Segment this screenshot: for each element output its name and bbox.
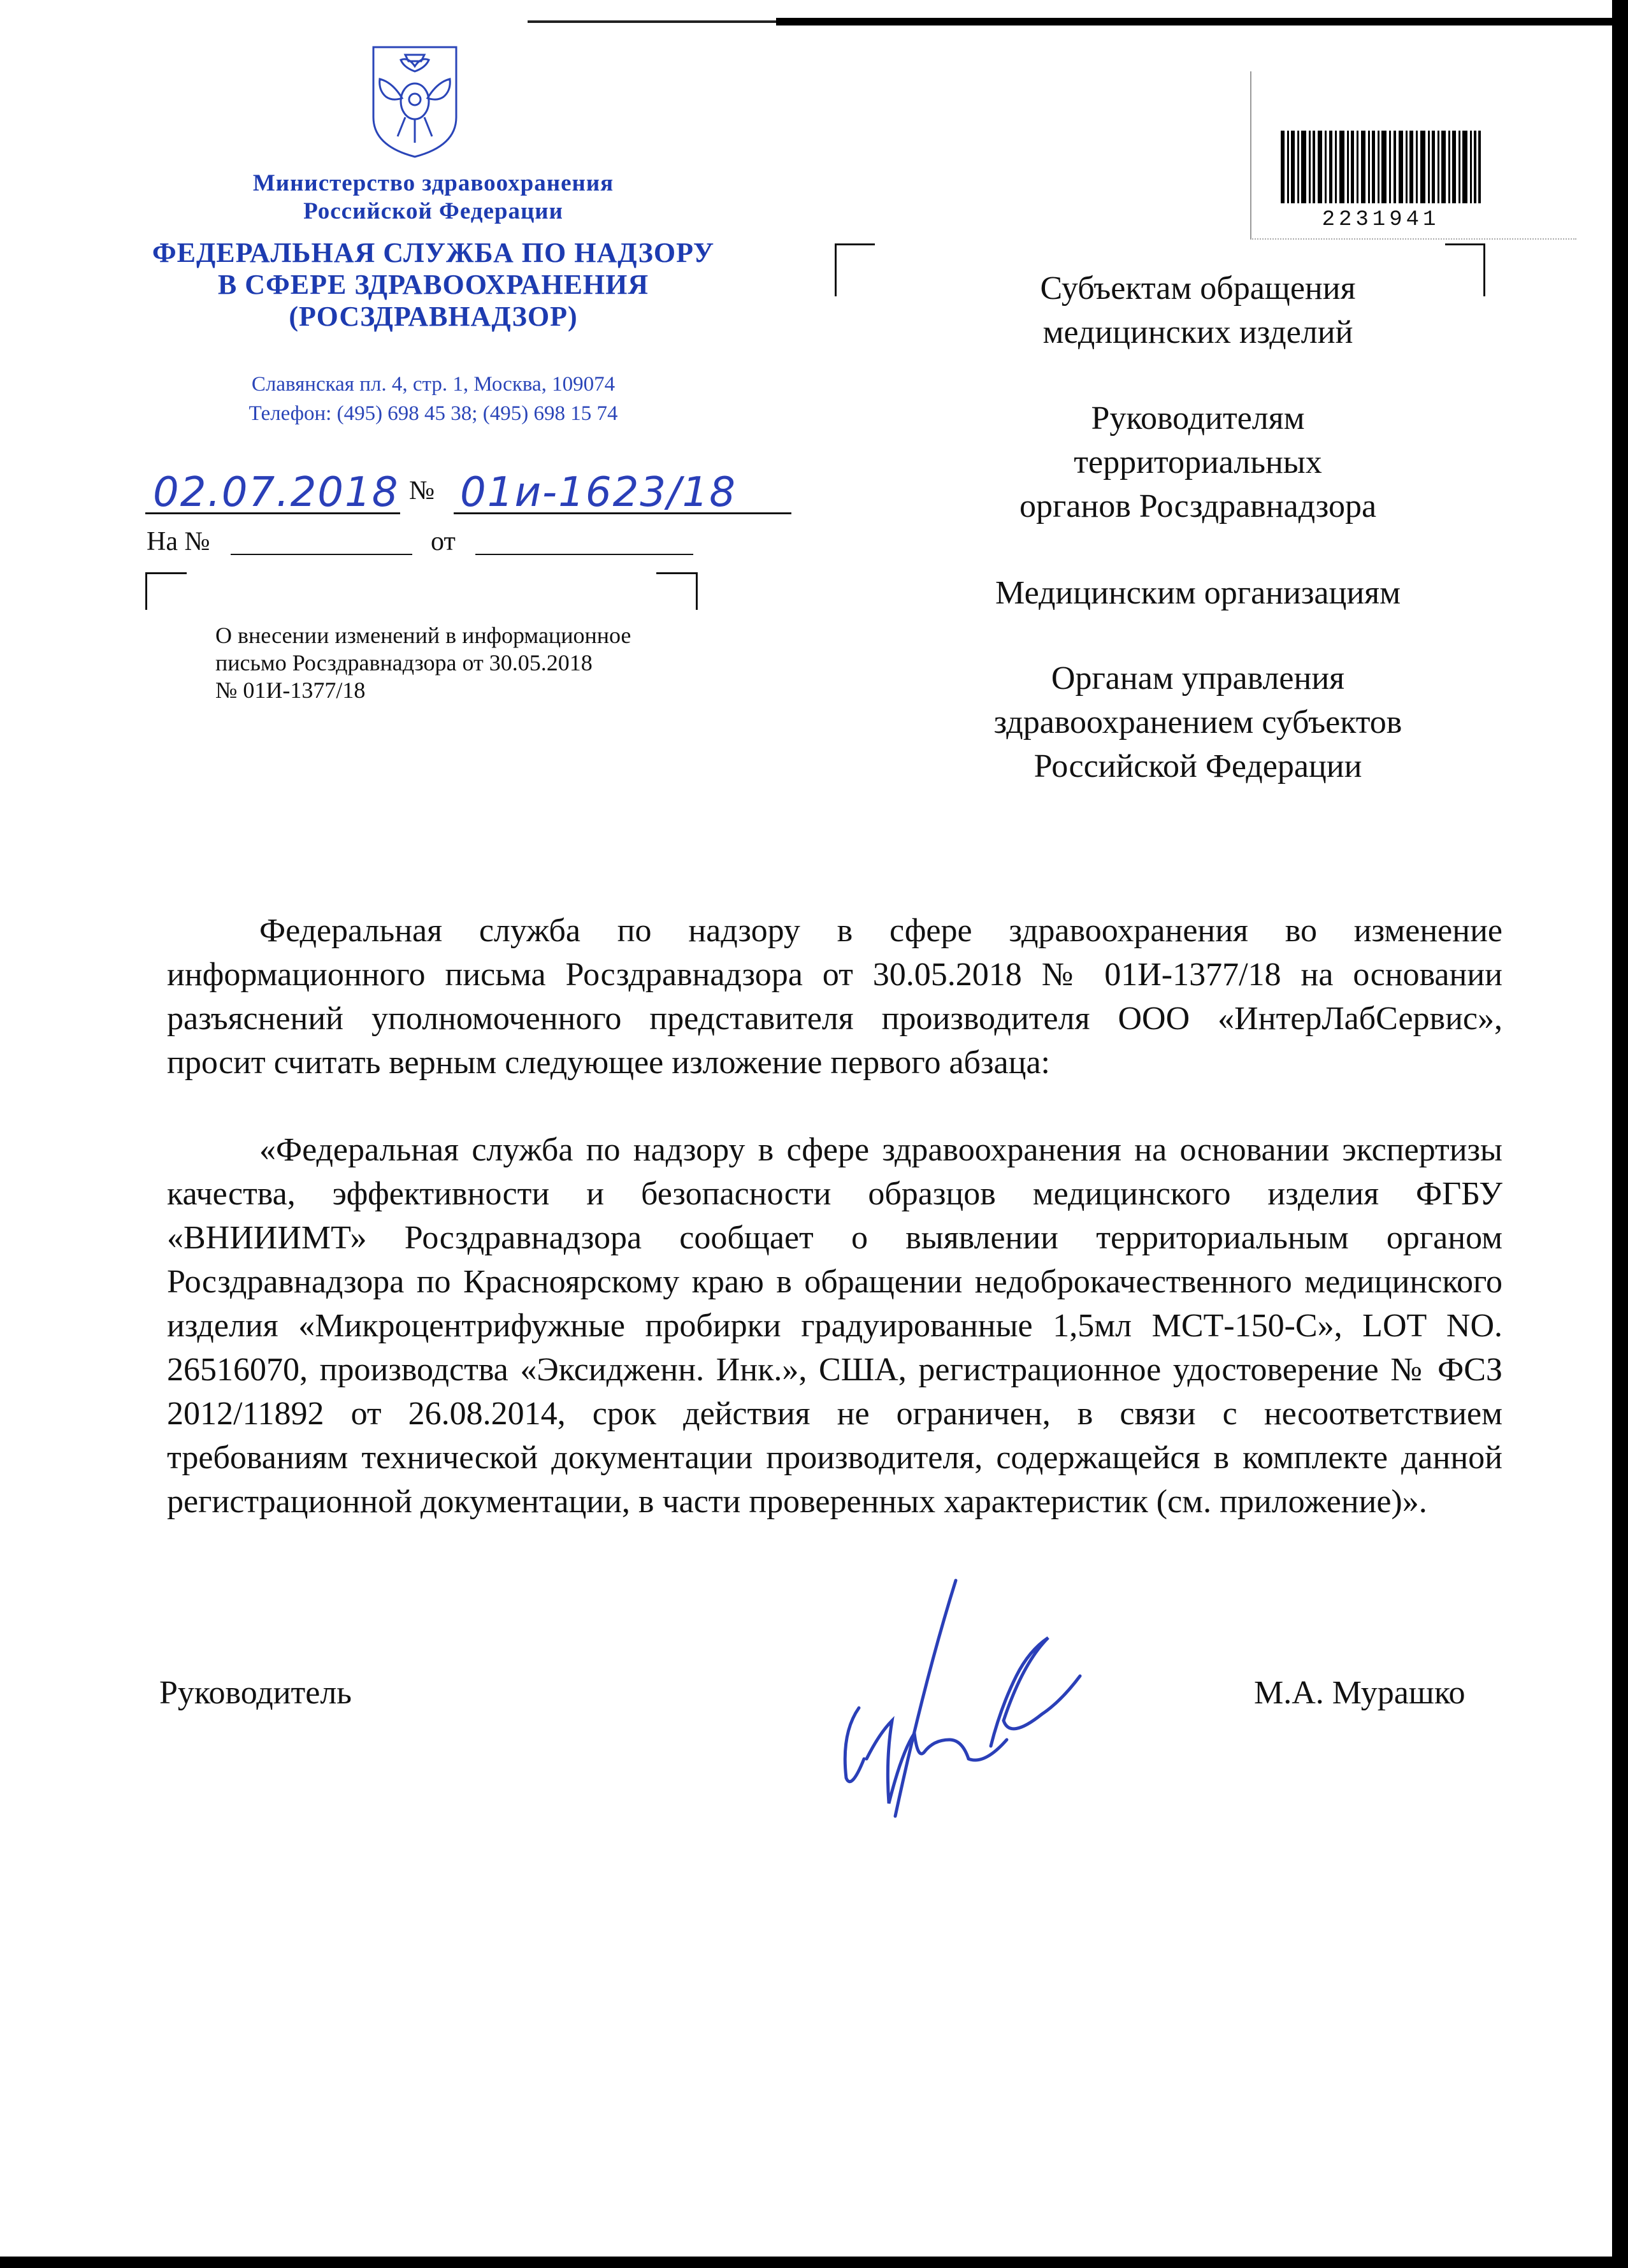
scan-border-bottom bbox=[0, 2257, 1628, 2268]
body-paragraph-1: Федеральная служба по надзору в сфере здравоохранения во изменение информационного письма Росздравнадзора от 30.05.2018 № 01И-1377/18 на основании разъяснений уполномоченного представителя производителя ООО «ИнтерЛабСервис», просит считать верным следующее изложение первого абзаца: bbox=[167, 913, 1502, 1081]
body-paragraph-2: «Федеральная служба по надзору в сфере здравоохранения на основании экспертизы качества, эффективности и безопасности образцов медицинского изделия ФГБУ «ВНИИИМТ» Росздравнадзора сообщает о выявлении территориальным органом Росздравнадзора по Красноярскому краю в обращении недоброкачественного медицинского изделия «Микроцентрифужные пробирки градуированные 1,5мл МСТ-150-С», LOT NO. 26516070, производства «Эксидженн. Инк.», США, регистрационное удостоверение № ФСЗ 2012/11892 от 26.08.2014, срок действия не ограничен, в связи с несоответствием требованиям технической документации производителя, содержащейся в комплекте данной регистрационной документации, в части проверенных характеристик (см. приложение)». bbox=[167, 1132, 1502, 1520]
reply-number-field bbox=[231, 538, 412, 555]
barcode-icon bbox=[1281, 131, 1481, 203]
service-name-line1: ФЕДЕРАЛЬНАЯ СЛУЖБА ПО НАДЗОРУ bbox=[152, 237, 715, 268]
subject-line: № 01И-1377/18 bbox=[215, 677, 366, 703]
signer-role: Руководитель bbox=[159, 1675, 352, 1711]
addressee-line: Органам управления bbox=[1051, 660, 1345, 697]
letter-subject bbox=[215, 622, 700, 704]
addressee-line: Российской Федерации bbox=[1034, 748, 1362, 784]
addressee-line: Субъектам обращения bbox=[1040, 270, 1356, 307]
number-field bbox=[454, 469, 791, 516]
addressee-line: здравоохранением субъектов bbox=[993, 704, 1402, 740]
signer-name: М.А. Мурашко bbox=[1254, 1675, 1466, 1711]
coat-of-arms-icon bbox=[361, 41, 469, 162]
registration-number: 01и-1623/18 bbox=[460, 469, 737, 516]
ministry-name-line2: Российской Федерации bbox=[303, 198, 563, 224]
reply-number-label: На № bbox=[147, 527, 210, 556]
bleed-through-mark bbox=[765, 2077, 956, 2116]
ministry-name-line1: Министерство здравоохранения bbox=[252, 170, 614, 196]
subject-line: письмо Росздравнадзора от 30.05.2018 bbox=[215, 650, 593, 675]
signature-icon bbox=[822, 1568, 1121, 1835]
scan-border-top bbox=[776, 18, 1628, 25]
subject-bracket-left bbox=[145, 572, 187, 610]
addressee-line: территориальных bbox=[1074, 444, 1322, 480]
reply-date-label: от bbox=[431, 527, 456, 556]
addressee-group bbox=[924, 571, 1472, 615]
subject-line: О внесении изменений в информационное bbox=[215, 623, 631, 648]
date-field bbox=[145, 469, 400, 516]
reply-date-field bbox=[475, 538, 693, 555]
addressee-group bbox=[924, 396, 1472, 528]
service-address: Славянская пл. 4, стр. 1, Москва, 109074 bbox=[251, 373, 616, 396]
number-sign: № bbox=[409, 476, 435, 505]
barcode-number: 2231941 bbox=[1322, 208, 1440, 232]
addressee-line: Руководителям bbox=[1091, 400, 1305, 437]
addressee-line: Медицинским организациям bbox=[995, 575, 1401, 611]
scan-border-top-thin bbox=[528, 20, 776, 23]
addressee-line: органов Росздравнадзора bbox=[1019, 488, 1377, 524]
scan-border-right bbox=[1612, 0, 1628, 2268]
subject-bracket-right bbox=[656, 572, 698, 610]
service-name-line3: (РОСЗДРАВНАДЗОР) bbox=[289, 301, 578, 332]
service-phone: Телефон: (495) 698 45 38; (495) 698 15 74 bbox=[249, 402, 618, 425]
addressee-bracket-left bbox=[835, 243, 875, 296]
addressee-line: медицинских изделий bbox=[1042, 314, 1353, 350]
addressee-group bbox=[924, 656, 1472, 788]
registration-date: 02.07.2018 bbox=[153, 469, 400, 516]
service-name-line2: В СФЕРЕ ЗДРАВООХРАНЕНИЯ bbox=[217, 269, 649, 300]
addressee-group bbox=[924, 266, 1472, 354]
